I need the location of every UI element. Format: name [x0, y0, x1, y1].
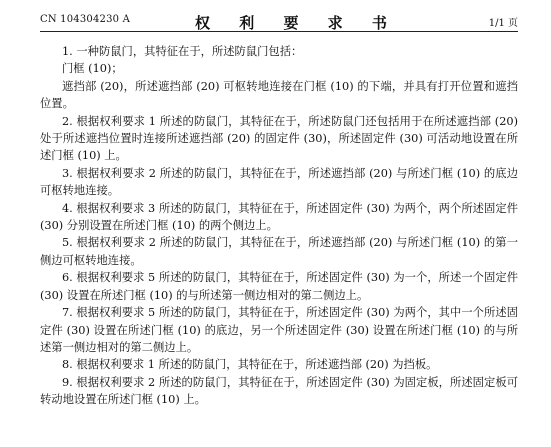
- claim-4: 4. 根据权利要求 3 所述的防鼠门，其特征在于，所述固定件 (30) 为两个，两个所述固定件 (30) 分别设置在所述门框 (10) 的两个侧边上。: [40, 201, 518, 233]
- claim-9: 9. 根据权利要求 2 所述的防鼠门，其特征在于，所述固定件 (30) 为固定板，所述固定板可转动地设置在所述门框 (10) 上。: [40, 375, 518, 407]
- claims-body: [40, 43, 518, 409]
- claim-6: 6. 根据权利要求 5 所述的防鼠门，其特征在于，所述固定件 (30) 为一个，所述一个固定件 (30) 设置在所述门框 (10) 的与所述第一侧边相对的第二侧边上。: [40, 271, 518, 302]
- claim-1-line-2: 门框 (10)；: [62, 62, 123, 76]
- claim-3: 3. 根据权利要求 2 所述的防鼠门，其特征在于，所述遮挡部 (20) 与所述门框 (10) 的底边可枢转地连接。: [40, 166, 518, 198]
- claim-1-line-1: 1. 一种防鼠门，其特征在于，所述防鼠门包括：: [62, 45, 303, 58]
- claim-5: 5. 根据权利要求 2 所述的防鼠门，其特征在于，所述遮挡部 (20) 与所述门框 (10) 的第一侧边可枢转地连接。: [40, 236, 518, 267]
- publication-number: CN 104304230 A: [40, 14, 131, 25]
- page-number: 1/1 页: [488, 18, 518, 29]
- claim-7: 7. 根据权利要求 5 所述的防鼠门，其特征在于，所述固定件 (30) 为两个，其中一个所述固定件 (30) 设置在所述门框 (10) 的底边，另一个所述固定件 (30) 设置在所述门框 (10) 的与所述第一侧边相对的第二侧边上。: [40, 306, 518, 354]
- header-rule: [40, 31, 518, 32]
- claim-2: 2. 根据权利要求 1 所述的防鼠门，其特征在于，所述防鼠门还包括用于在所述遮挡部 (20) 处于所述遮挡位置时连接所述遮挡部 (20) 的固定件 (30)，所述固定件 (30) 可活动地设置在所述门框 (10) 上。: [40, 114, 518, 163]
- claim-1-line-3: 遮挡部 (20)，所述遮挡部 (20) 可枢转地连接在门框 (10) 的下端，并具有打开位置和遮挡位置。: [40, 79, 518, 111]
- claim-8: 8. 根据权利要求 1 所述的防鼠门，其特征在于，所述遮挡部 (20) 为挡板。: [62, 358, 438, 372]
- document-title: 权 利 要 求 书: [195, 14, 399, 32]
